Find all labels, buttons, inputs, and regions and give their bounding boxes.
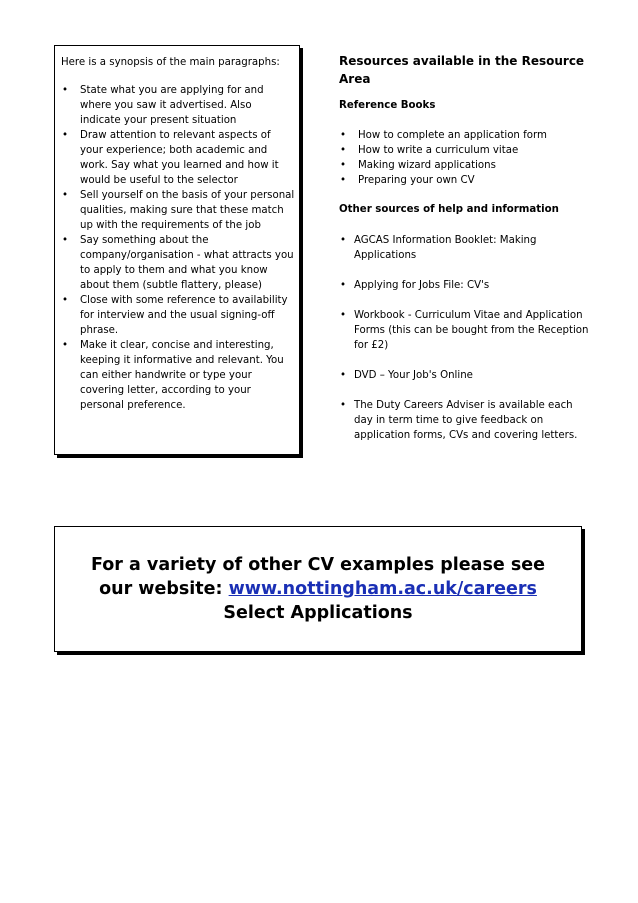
other-sources-heading: Other sources of help and information [339,204,559,215]
cta-line-1: For a variety of other CV examples please see [91,555,545,575]
other-source-item: • The Duty Careers Adviser is available each day in term time to give feedback on application forms, CVs and covering letters. [339,398,589,443]
cta-line-2 [55,577,581,601]
resources-section [339,52,589,458]
cv-examples-box [54,526,582,652]
other-source-item: • Applying for Jobs File: CV's [339,278,589,293]
synopsis-intro: Here is a synopsis of the main paragraphs: [61,57,280,68]
synopsis-item: • Make it clear, concise and interesting, keeping it informative and relevant. You can either handwrite or type your covering letter, according to your personal preference. [61,338,295,413]
synopsis-item: • Say something about the company/organisation - what attracts you to apply to them and what you know about them (subtle flattery, please) [61,233,295,293]
reference-books-list [339,128,589,188]
careers-website-link[interactable]: www.nottingham.ac.uk/careers [228,579,537,599]
synopsis-item: • Close with some reference to availability for interview and the usual signing-off phrase. [61,293,295,338]
book-item: • How to complete an application form [339,128,589,143]
synopsis-box [54,45,300,455]
synopsis-item: • State what you are applying for and where you saw it advertised. Also indicate your present situation [61,83,295,128]
book-item: • How to write a curriculum vitae [339,143,589,158]
cta-website-label: our website: [99,579,229,599]
other-sources-list [339,233,589,443]
other-source-item: • AGCAS Information Booklet: Making Applications [339,233,589,263]
resources-title: Resources available in the Resource Area [339,54,585,86]
book-item: • Preparing your own CV [339,173,589,188]
other-source-item: • DVD – Your Job's Online [339,368,589,383]
synopsis-list [61,83,295,413]
book-item: • Making wizard applications [339,158,589,173]
synopsis-item: • Draw attention to relevant aspects of your experience; both academic and work. Say what you learned and how it would be useful to the selector [61,128,295,188]
other-source-item: • Workbook - Curriculum Vitae and Application Forms (this can be bought from the Reception for £2) [339,308,589,353]
synopsis-item: • Sell yourself on the basis of your personal qualities, making sure that these match up with the requirements of the job [61,188,295,233]
cta-line-3: Select Applications [223,603,413,623]
reference-books-heading: Reference Books [339,100,436,111]
